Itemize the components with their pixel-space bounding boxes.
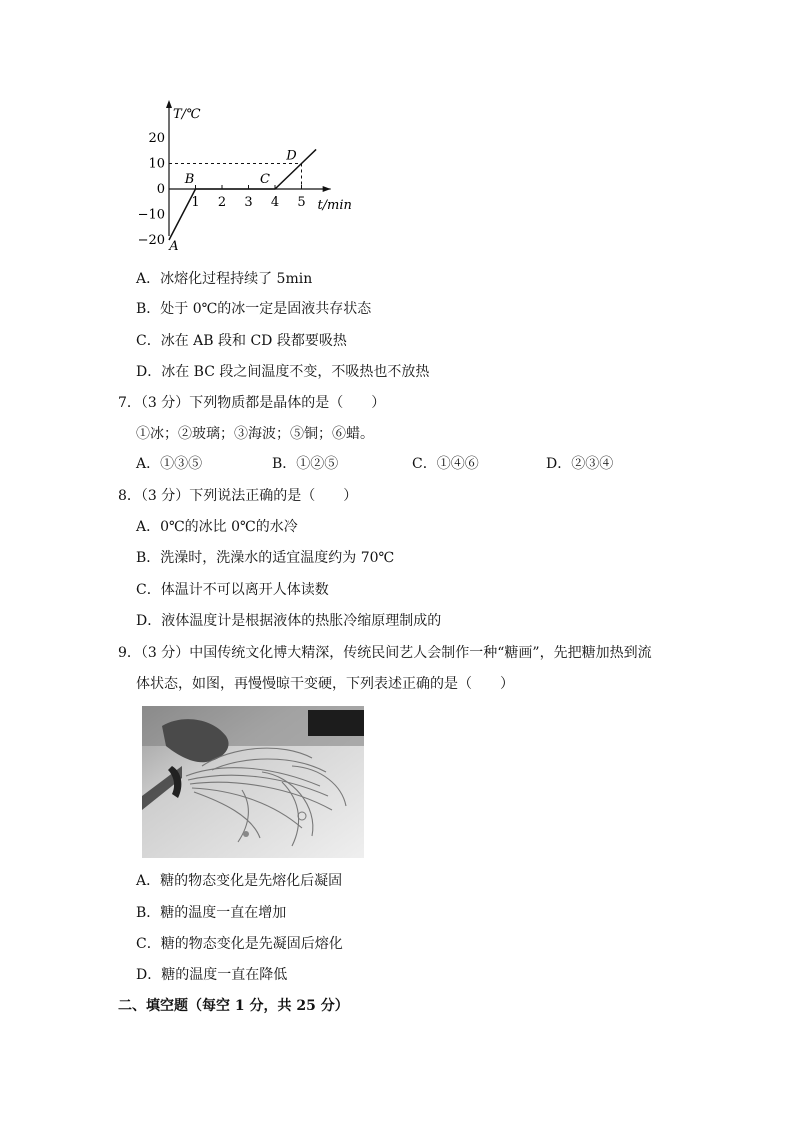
- x-tick-label: 4: [270, 195, 280, 210]
- q7-options-row: [136, 454, 676, 474]
- y-tick-label: −20: [137, 233, 165, 248]
- y-axis-label: T/℃: [173, 107, 201, 122]
- x-tick-label: 3: [244, 195, 253, 210]
- sugar-painting-photo: [142, 706, 364, 858]
- y-axis-arrow: [166, 100, 172, 108]
- q6-option-a: A．冰熔化过程持续了 5min: [136, 271, 313, 287]
- y-tick-label: 20: [148, 131, 165, 146]
- point-label-d: D: [286, 148, 297, 164]
- q9-option-c: C．糖的物态变化是先凝固后熔化: [136, 936, 343, 952]
- q6-option-c: C．冰在 AB 段和 CD 段都要吸热: [136, 333, 347, 349]
- q8-option-c: C．体温计不可以离开人体读数: [136, 582, 329, 598]
- q8-option-d: D．液体温度计是根据液体的热胀冷缩原理制成的: [136, 613, 442, 629]
- q7-option-d: D．②③④: [546, 456, 614, 472]
- q9-option-d: D．糖的温度一直在降低: [136, 967, 288, 983]
- x-tick-label: 2: [217, 195, 227, 210]
- x-axis-arrow: [323, 186, 331, 192]
- y-tick-label: 10: [148, 156, 165, 172]
- q7-option-b: B．①②⑤: [272, 456, 339, 472]
- section-2-heading: 二、填空题（每空 1 分，共 25 分）: [118, 998, 349, 1014]
- q7-stem: 7．（3 分）下列物质都是晶体的是（ ）: [118, 395, 386, 411]
- x-tick-label: 5: [297, 195, 306, 210]
- x-tick-label: 1: [191, 195, 200, 210]
- q6-option-d: D．冰在 BC 段之间温度不变，不吸热也不放热: [136, 364, 430, 380]
- point-label-a: A: [169, 239, 179, 254]
- q8-option-a: A．0℃的冰比 0℃的水冷: [136, 519, 298, 535]
- q7-option-a: A．①③⑤: [136, 456, 203, 472]
- q8-option-b: B．洗澡时，洗澡水的适宜温度约为 70℃: [136, 550, 395, 566]
- x-axis-label: t/min: [317, 198, 352, 213]
- point-label-b: B: [184, 172, 195, 187]
- q6-option-b: B．处于 0℃的冰一定是固液共存状态: [136, 301, 372, 317]
- point-label-c: C: [260, 172, 270, 187]
- q9-option-b: B．糖的温度一直在增加: [136, 905, 287, 921]
- q9-option-a: A．糖的物态变化是先熔化后凝固: [136, 873, 343, 889]
- y-tick-label: 0: [156, 182, 165, 197]
- q7-substance-list: ①冰；②玻璃；③海波；⑤铜；⑥蜡。: [136, 426, 374, 442]
- temperature-time-graph: [130, 92, 360, 260]
- y-tick-label: −10: [137, 207, 165, 223]
- q8-stem: 8．（3 分）下列说法正确的是（ ）: [118, 488, 358, 504]
- q9-stem-line2: 体状态，如图，再慢慢晾干变硬，下列表述正确的是（ ）: [136, 676, 514, 692]
- q9-stem-line1: 9．（3 分）中国传统文化博大精深，传统民间艺人会制作一种“糖画”，先把糖加热到流: [118, 645, 652, 661]
- q7-option-c: C．①④⑥: [412, 456, 479, 472]
